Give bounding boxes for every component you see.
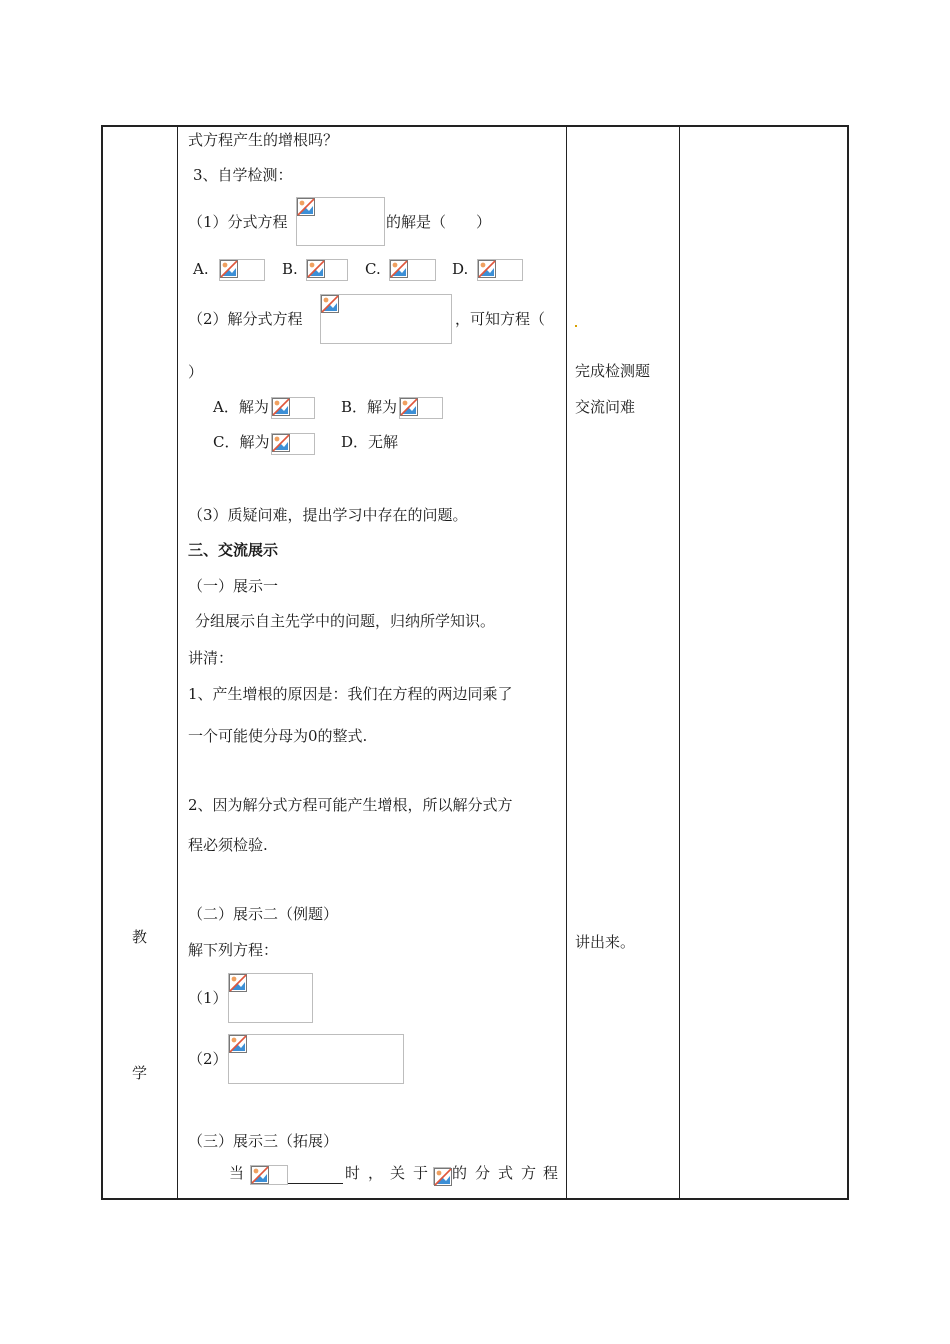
- broken-image-icon: [229, 1035, 247, 1053]
- broken-image-icon: [434, 1168, 452, 1186]
- text-line: 解下列方程：: [188, 941, 279, 959]
- subsection-title: （二）展示二（例题）: [188, 905, 339, 923]
- option-label: B.: [282, 260, 298, 278]
- broken-image-icon: [250, 1165, 288, 1185]
- text-line: 程必须检验.: [188, 836, 268, 854]
- subheading: 3、自学检测：: [193, 166, 293, 184]
- text-char: 时: [345, 1164, 361, 1182]
- broken-image-icon: [251, 1166, 269, 1184]
- activity-text: 讲出来。: [575, 933, 636, 951]
- option-label: D.: [452, 260, 469, 278]
- broken-image-icon: [390, 260, 408, 278]
- broken-image-icon: [477, 259, 523, 281]
- activity-text: 交流问难: [575, 398, 636, 416]
- broken-image-icon: [219, 259, 265, 281]
- broken-image-icon: [433, 1167, 451, 1185]
- question-1: （1）分式方程: [188, 213, 288, 231]
- option-label: C.: [365, 260, 381, 278]
- broken-image-icon: [272, 398, 290, 416]
- broken-image-icon: [296, 197, 385, 246]
- column-divider: [679, 125, 680, 1200]
- option-label: B．解为: [341, 398, 398, 416]
- broken-image-icon: [229, 974, 247, 992]
- equation-label: （2）: [188, 1050, 228, 1068]
- text-char: 当: [229, 1164, 245, 1182]
- broken-image-icon: [306, 259, 348, 281]
- fill-in-blank: [288, 1183, 343, 1184]
- text-line: 2、因为解分式方程可能产生增根，所以解分式方: [188, 796, 513, 814]
- text-char: 的: [452, 1164, 468, 1182]
- option-label: C．解为: [213, 433, 270, 451]
- text-char: 分: [475, 1164, 491, 1182]
- option-label: A．解为: [213, 398, 269, 416]
- broken-image-icon: [228, 1034, 404, 1084]
- text-char: 程: [543, 1164, 559, 1182]
- activity-text: 完成检测题: [575, 362, 651, 380]
- broken-image-icon: [321, 295, 339, 313]
- text-line: 一个可能使分母为0的整式.: [188, 727, 368, 745]
- question-2-tail: ，可知方程（: [455, 310, 546, 328]
- broken-image-icon: [220, 260, 238, 278]
- subsection-title: （三）展示三（拓展）: [188, 1132, 339, 1150]
- broken-image-icon: [271, 397, 315, 419]
- question-1-tail: 的解是（ ）: [386, 213, 492, 231]
- broken-image-icon: [228, 973, 313, 1023]
- section-char-xue: 学: [132, 1064, 148, 1082]
- question-2-close: ）: [188, 363, 204, 381]
- text-char: ，: [368, 1164, 384, 1182]
- text-char: 于: [413, 1164, 429, 1182]
- question-2: （2）解分式方程: [188, 310, 303, 328]
- option-label: D．无解: [341, 433, 399, 451]
- section-heading: 三、交流展示: [188, 541, 279, 559]
- broken-image-icon: [271, 433, 315, 455]
- text-char: 方: [521, 1164, 537, 1182]
- equation-label: （1）: [188, 989, 228, 1007]
- broken-image-icon: [297, 198, 315, 216]
- broken-image-icon: [272, 434, 290, 452]
- option-label: A.: [193, 260, 209, 278]
- text-line: 1、产生增根的原因是：我们在方程的两边同乘了: [188, 685, 513, 703]
- section-char-jiao: 教: [132, 928, 148, 946]
- broken-image-icon: [399, 397, 443, 419]
- broken-image-icon: [307, 260, 325, 278]
- question-3: （3）质疑问难，提出学习中存在的问题。: [188, 506, 468, 524]
- stray-mark: [575, 325, 577, 327]
- text-line: 分组展示自主先学中的问题，归纳所学知识。: [195, 612, 496, 630]
- text-char: 式: [498, 1164, 514, 1182]
- broken-image-icon: [478, 260, 496, 278]
- broken-image-icon: [389, 259, 436, 281]
- column-divider: [177, 125, 178, 1200]
- subsection-title: （一）展示一: [188, 577, 279, 595]
- text-line: 式方程产生的增根吗？: [188, 131, 339, 149]
- broken-image-icon: [320, 294, 452, 344]
- text-char: 关: [390, 1164, 406, 1182]
- broken-image-icon: [400, 398, 418, 416]
- column-divider: [566, 125, 567, 1200]
- text-line: 讲清：: [188, 649, 234, 667]
